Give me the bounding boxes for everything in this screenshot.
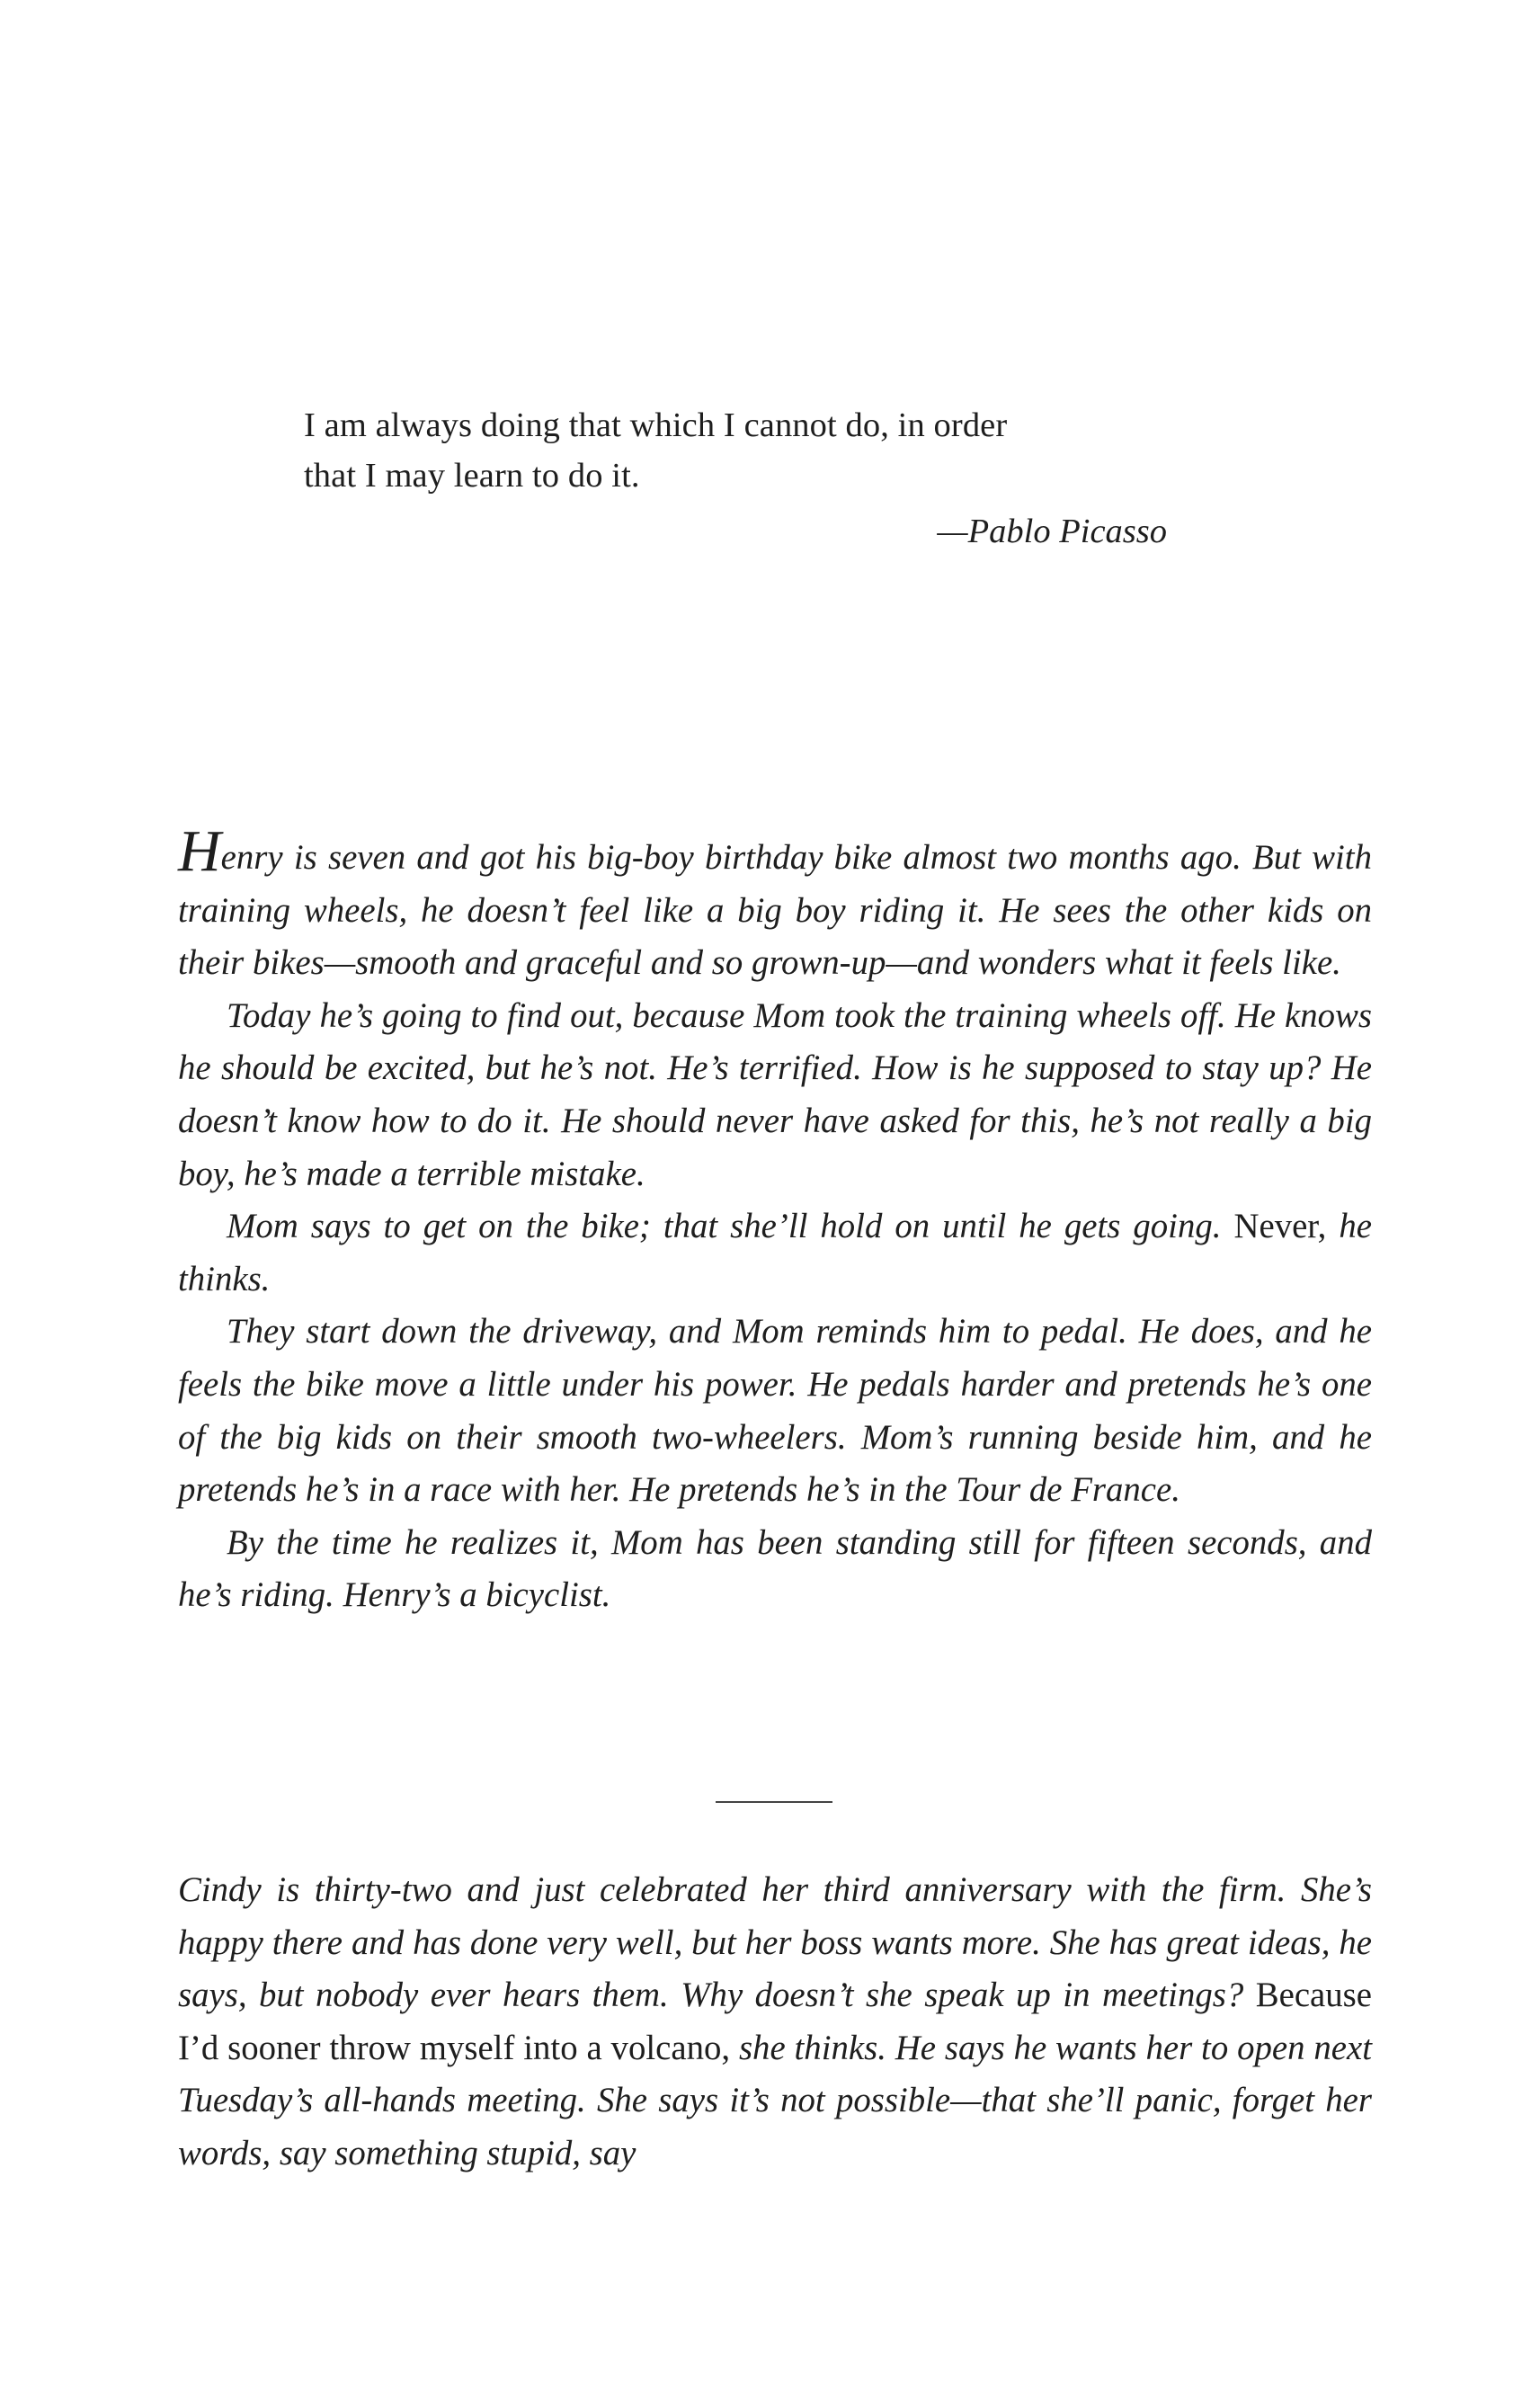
cindy-story-section <box>178 1864 1372 2181</box>
epigraph-line-2: that I may learn to do it. <box>304 457 640 495</box>
section-divider <box>716 1801 832 1803</box>
paragraph-text-roman: Never, <box>1233 1207 1327 1246</box>
paragraph: By the time he realizes it, Mom has been standing still for fifteen seconds, and he’s riding. Henry’s a bicyclist. <box>178 1522 1372 1615</box>
paragraph-text-roman: Because I’d sooner throw myself into a volcano, <box>178 1976 1372 2067</box>
paragraph-text: Mom says to get on the bike; that she’ll hold on until he gets going. <box>227 1207 1234 1246</box>
paragraph <box>178 818 1372 990</box>
epigraph-attribution: —Pablo Picasso <box>937 513 1167 550</box>
drop-cap: H <box>178 818 221 884</box>
paragraph: Today he’s going to find out, because Mom took the training wheels off. He knows he should be excited, but he’s not. He’s terrified. How is he supposed to stay up? He doesn’t know how to do it. He should never have asked for this, he’s not really a big boy, he’s made a terrible mistake. <box>178 995 1372 1193</box>
epigraph-line-1: I am always doing that which I cannot do, in order <box>304 406 1008 444</box>
paragraph-text: she thinks. He says he wants her to open next Tuesday’s all-hands meeting. She says it’s not possible—that she’ll panic, forget her words, say something stupid, say <box>178 2028 1372 2172</box>
paragraph-text: he thinks. <box>178 1207 1372 1298</box>
epigraph-quote <box>304 400 1167 501</box>
paragraph: They start down the driveway, and Mom reminds him to pedal. He does, and he feels the bike move a little under his power. He pedals harder and pretends he’s one of the big kids on their smooth two-wheelers. Mom’s running beside him, and he pretends he’s in a race with her. He pretends he’s in the Tour de France. <box>178 1312 1372 1510</box>
paragraph-text: Cindy is thirty-two and just celebrated her third anniversary with the firm. She’s happy there and has done very well, but her boss wants more. She has great ideas, he says, but nobody ever hears them. Why doesn’t she speak up in meetings? <box>178 1870 1372 2015</box>
paragraph <box>178 1864 1372 2181</box>
paragraph-text: enry is seven and got his big-boy birthday bike almost two months ago. But with training wheels, he doesn’t feel like a big boy riding it. He sees the other kids on their bikes—smooth and graceful and so grown-up—and wonders what it feels like. <box>178 838 1372 983</box>
paragraph <box>178 1200 1372 1306</box>
henry-story-section <box>178 818 1372 1622</box>
